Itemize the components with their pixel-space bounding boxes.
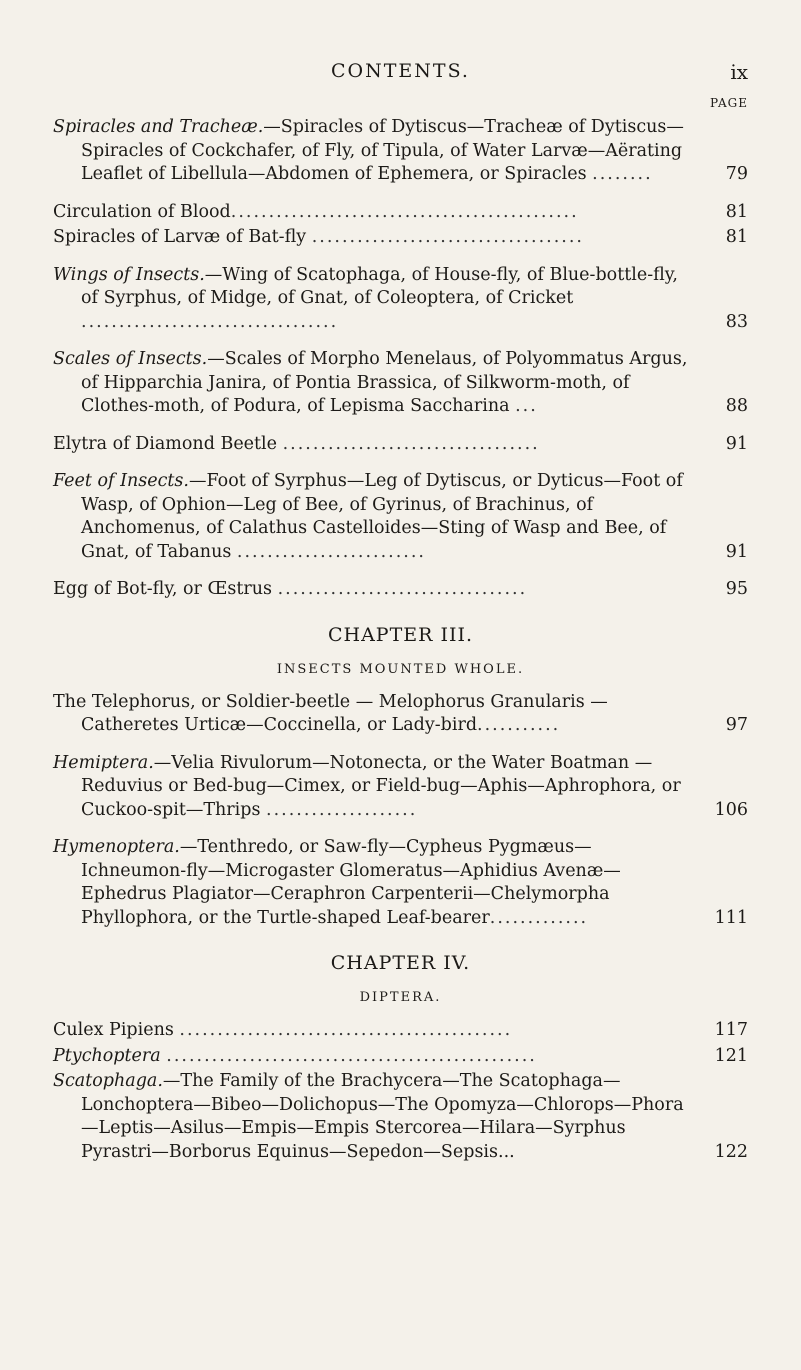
toc-entry: Hymenoptera.—Tenthredo, or Saw-fly—Cypheus Pygmæus—Ichneumon-fly—Microgaster Glomeratus—Aphidius Avenæ—Ephedrus Plagiator—Ceraphron Carpenterii—Chelymorpha Phyllophora, or the Turtle-shaped Leaf-bearer............. 111 bbox=[53, 836, 748, 930]
entry-page: 91 bbox=[725, 433, 748, 454]
entry-page: 83 bbox=[725, 311, 748, 332]
entry-page: 81 bbox=[725, 201, 748, 222]
toc-entry: Hemiptera.—Velia Rivulorum—Notonecta, or the Water Boatman —Reduvius or Bed-bug—Cimex, or Field-bug—Aphis—Aphrophora, or Cuckoo-spit—Thrips .................... 106 bbox=[53, 752, 748, 823]
toc-entry: Feet of Insects.—Foot of Syrphus—Leg of Dytiscus, or Dyticus—Foot of Wasp, of Ophion—Leg of Bee, of Gyrinus, of Brachinus, of Anchomenus, of Calathus Castelloides—Sting of Wasp and Bee, of Gnat, of Tabanus ......................... 91 bbox=[53, 470, 748, 564]
entry-text: Elytra of Diamond Beetle bbox=[53, 433, 278, 454]
entry-page: 111 bbox=[714, 907, 748, 928]
chapter-subtitle: DIPTERA. bbox=[359, 990, 442, 1005]
entry-heading: Hemiptera. bbox=[53, 752, 154, 773]
chapter-subtitle: INSECTS MOUNTED WHOLE. bbox=[276, 661, 525, 677]
toc-entry: Ptychoptera ................................................. 121 bbox=[53, 1045, 748, 1069]
chapter-title: CHAPTER IV. bbox=[330, 952, 471, 974]
toc-entry: Egg of Bot-fly, or Œstrus ................................. 95 bbox=[53, 578, 748, 602]
toc-entry: Elytra of Diamond Beetle .................................. 91 bbox=[53, 433, 748, 457]
entry-text: —The Family of the Brachycera—The Scatophaga—Lonchoptera—Bibeo—Dolichopus—The Opomyza—Chlorops—Phora—Leptis—Asilus—Empis—Empis Stercorea—Hilara—Syrphus Pyrastri—Borborus Equinus—Sepedon—Sepsis... bbox=[81, 1071, 684, 1162]
entry-heading: Feet of Insects. bbox=[53, 471, 189, 491]
chapter-title: CHAPTER III. bbox=[327, 623, 474, 646]
entry-page: 79 bbox=[725, 164, 748, 184]
entry-text: —Foot of Syrphus—Leg of Dytiscus, or Dyticus—Foot of Wasp, of Ophion—Leg of Bee, of Gyrinus, of Brachinus, of Anchomenus, of Calathus Castelloides—Sting of Wasp and Bee, of Gnat, of Tabanus bbox=[81, 471, 683, 562]
toc-entry: Circulation of Blood.............................................. 81 bbox=[53, 201, 748, 225]
entry-text: Egg of Bot-fly, or Œstrus bbox=[53, 579, 273, 599]
entry-heading: Scatophaga. bbox=[53, 1071, 163, 1091]
toc-entry bbox=[53, 1070, 748, 1164]
toc-entry: Culex Pipiens ............................................ 117 bbox=[53, 1019, 748, 1043]
running-title: CONTENTS. bbox=[331, 60, 470, 82]
entry-text: Spiracles of Larvæ of Bat-fly bbox=[53, 227, 307, 247]
entry-page: 88 bbox=[725, 396, 748, 416]
entry-text: —Tenthredo, or Saw-fly—Cypheus Pygmæus—Ichneumon-fly—Microgaster Glomeratus—Aphidius Avenæ—Ephedrus Plagiator—Ceraphron Carpenterii—Chelymorpha Phyllophora, or the Turtle-shaped Leaf-bearer bbox=[81, 837, 621, 928]
entry-page: 122 bbox=[714, 1141, 748, 1162]
entry-heading: Spiracles and Tracheæ. bbox=[53, 117, 264, 137]
entry-page: 121 bbox=[714, 1045, 748, 1066]
entry-text: Circulation of Blood bbox=[53, 201, 231, 222]
entry-heading: Wings of Insects. bbox=[53, 264, 205, 285]
entry-page: 97 bbox=[725, 715, 748, 735]
entry-text: Culex Pipiens bbox=[53, 1020, 174, 1040]
running-head bbox=[53, 60, 748, 90]
toc-entry: Spiracles of Larvæ of Bat-fly .................................... 81 bbox=[53, 226, 748, 250]
entry-text: The Telephorus, or Soldier-beetle — Melophorus Granularis — Catheretes Urticæ—Coccinella, or Lady-bird bbox=[53, 691, 608, 735]
entry-text: —Velia Rivulorum—Notonecta, or the Water Boatman —Reduvius or Bed-bug—Cimex, or Field-bug—Aphis—Aphrophora, or Cuckoo-spit—Thrips bbox=[81, 752, 681, 820]
entry-heading: Ptychoptera bbox=[53, 1045, 161, 1066]
entry-text: —Scales of Morpho Menelaus, of Polyommatus Argus, of Hipparchia Janira, of Pontia Brassica, of Silkworm-moth, of Clothes-moth, of Podura, of Lepisma Saccharina bbox=[81, 349, 688, 416]
entry-text: —Spiracles of Dytiscus—Tracheæ of Dytiscus—Spiracles of Cockchafer, of Fly, of Tipula, of Water Larvæ—Aërating Leaflet of Libellula—Abdomen of Ephemera, or Spiracles bbox=[81, 117, 684, 184]
toc-entry: Spiracles and Tracheæ.—Spiracles of Dytiscus—Tracheæ of Dytiscus—Spiracles of Cockchafer, of Fly, of Tipula, of Water Larvæ—Aërating Leaflet of Libellula—Abdomen of Ephemera, or Spiracles ........ 79 bbox=[53, 116, 748, 187]
toc-entry: Wings of Insects.—Wing of Scatophaga, of House-fly, of Blue-bottle-fly, of Syrphus, of Midge, of Gnat, of Coleoptera, of Cricket .................................. 83 bbox=[53, 264, 748, 335]
entry-page: 117 bbox=[714, 1020, 748, 1040]
entry-page: 81 bbox=[725, 227, 748, 247]
toc-entry: Scales of Insects.—Scales of Morpho Menelaus, of Polyommatus Argus, of Hipparchia Janira, of Pontia Brassica, of Silkworm-moth, of Clothes-moth, of Podura, of Lepisma Saccharina ... 88 bbox=[53, 348, 748, 419]
toc-entry: The Telephorus, or Soldier-beetle — Melophorus Granularis — Catheretes Urticæ—Coccinella, or Lady-bird........... 97 bbox=[53, 691, 748, 738]
entry-heading: Hymenoptera. bbox=[53, 837, 180, 857]
entry-page: 91 bbox=[725, 541, 748, 562]
entry-heading: Scales of Insects. bbox=[53, 349, 208, 369]
contents-page bbox=[53, 60, 748, 1178]
entry-page: 106 bbox=[714, 799, 748, 820]
entry-page: 95 bbox=[725, 579, 748, 599]
entry-text: —Wing of Scatophaga, of House-fly, of Blue-bottle-fly, of Syrphus, of Midge, of Gnat, of Coleoptera, of Cricket bbox=[81, 264, 678, 308]
page-column-label: PAGE bbox=[710, 96, 748, 110]
folio: ix bbox=[730, 60, 748, 84]
